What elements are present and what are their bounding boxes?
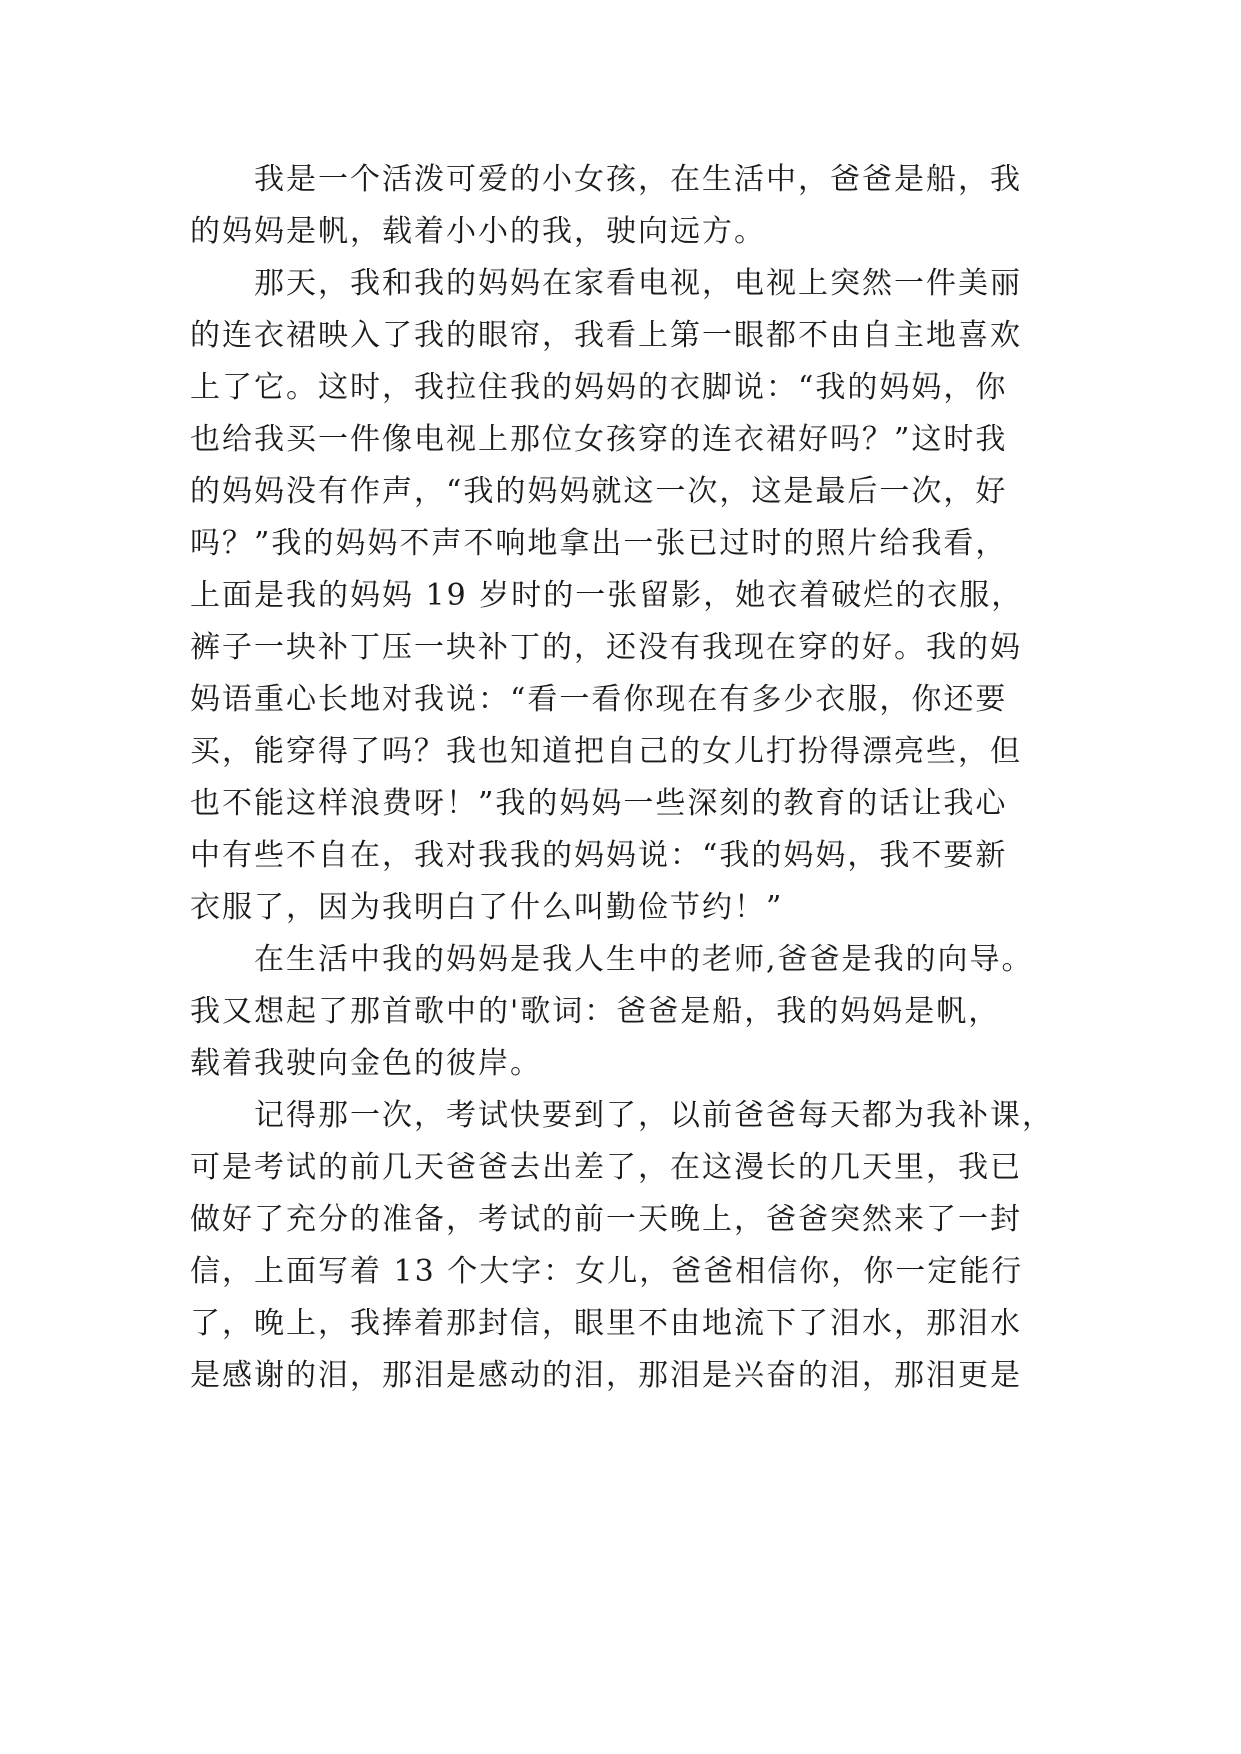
text-line: 信，上面写着 13 个大字：女儿，爸爸相信你，你一定能行 bbox=[190, 1254, 1024, 1289]
text-line: 上了它。这时，我拉住我的妈妈的衣脚说：“我的妈妈，你 bbox=[190, 370, 1008, 405]
text-line: 妈语重心长地对我说：“看一看你现在有多少衣服，你还要 bbox=[190, 682, 1008, 717]
text-line: 了，晚上，我捧着那封信，眼里不由地流下了泪水，那泪水 bbox=[190, 1306, 1022, 1341]
text-line: 可是考试的前几天爸爸去出差了，在这漫长的几天里，我已 bbox=[190, 1150, 1022, 1185]
text-line: 记得那一次，考试快要到了，以前爸爸每天都为我补课， bbox=[254, 1098, 1054, 1133]
text-line: 是感谢的泪，那泪是感动的泪，那泪是兴奋的泪，那泪更是 bbox=[190, 1358, 1022, 1393]
text-line: 衣服了，因为我明白了什么叫勤俭节约！” bbox=[190, 890, 784, 925]
text-line: 吗？”我的妈妈不声不响地拿出一张已过时的照片给我看， bbox=[190, 526, 1008, 561]
text-line: 的连衣裙映入了我的眼帘，我看上第一眼都不由自主地喜欢 bbox=[190, 318, 1022, 353]
text-line: 的妈妈是帆，载着小小的我，驶向远方。 bbox=[190, 214, 766, 249]
text-line: 我又想起了那首歌中的'歌词：爸爸是船，我的妈妈是帆， bbox=[190, 994, 1001, 1029]
text-line: 做好了充分的准备，考试的前一天晚上，爸爸突然来了一封 bbox=[190, 1202, 1022, 1237]
text-line: 上面是我的妈妈 19 岁时的一张留影，她衣着破烂的衣服， bbox=[190, 578, 1024, 613]
text-line: 在生活中我的妈妈是我人生中的老师,爸爸是我的向导。 bbox=[254, 942, 1034, 977]
text-line: 也不能这样浪费呀！”我的妈妈一些深刻的教育的话让我心 bbox=[190, 786, 1008, 821]
text-line: 也给我买一件像电视上那位女孩穿的连衣裙好吗？”这时我 bbox=[190, 422, 1008, 457]
text-line: 中有些不自在，我对我我的妈妈说：“我的妈妈，我不要新 bbox=[190, 838, 1008, 873]
text-line: 我是一个活泼可爱的小女孩，在生活中，爸爸是船，我 bbox=[254, 162, 1022, 197]
text-line: 裤子一块补丁压一块补丁的，还没有我现在穿的好。我的妈 bbox=[190, 630, 1022, 665]
text-line: 载着我驶向金色的彼岸。 bbox=[190, 1046, 542, 1081]
text-line: 买，能穿得了吗？我也知道把自己的女儿打扮得漂亮些，但 bbox=[190, 734, 1022, 769]
text-line: 那天，我和我的妈妈在家看电视，电视上突然一件美丽 bbox=[254, 266, 1022, 301]
text-line: 的妈妈没有作声，“我的妈妈就这一次，这是最后一次，好 bbox=[190, 474, 1008, 509]
